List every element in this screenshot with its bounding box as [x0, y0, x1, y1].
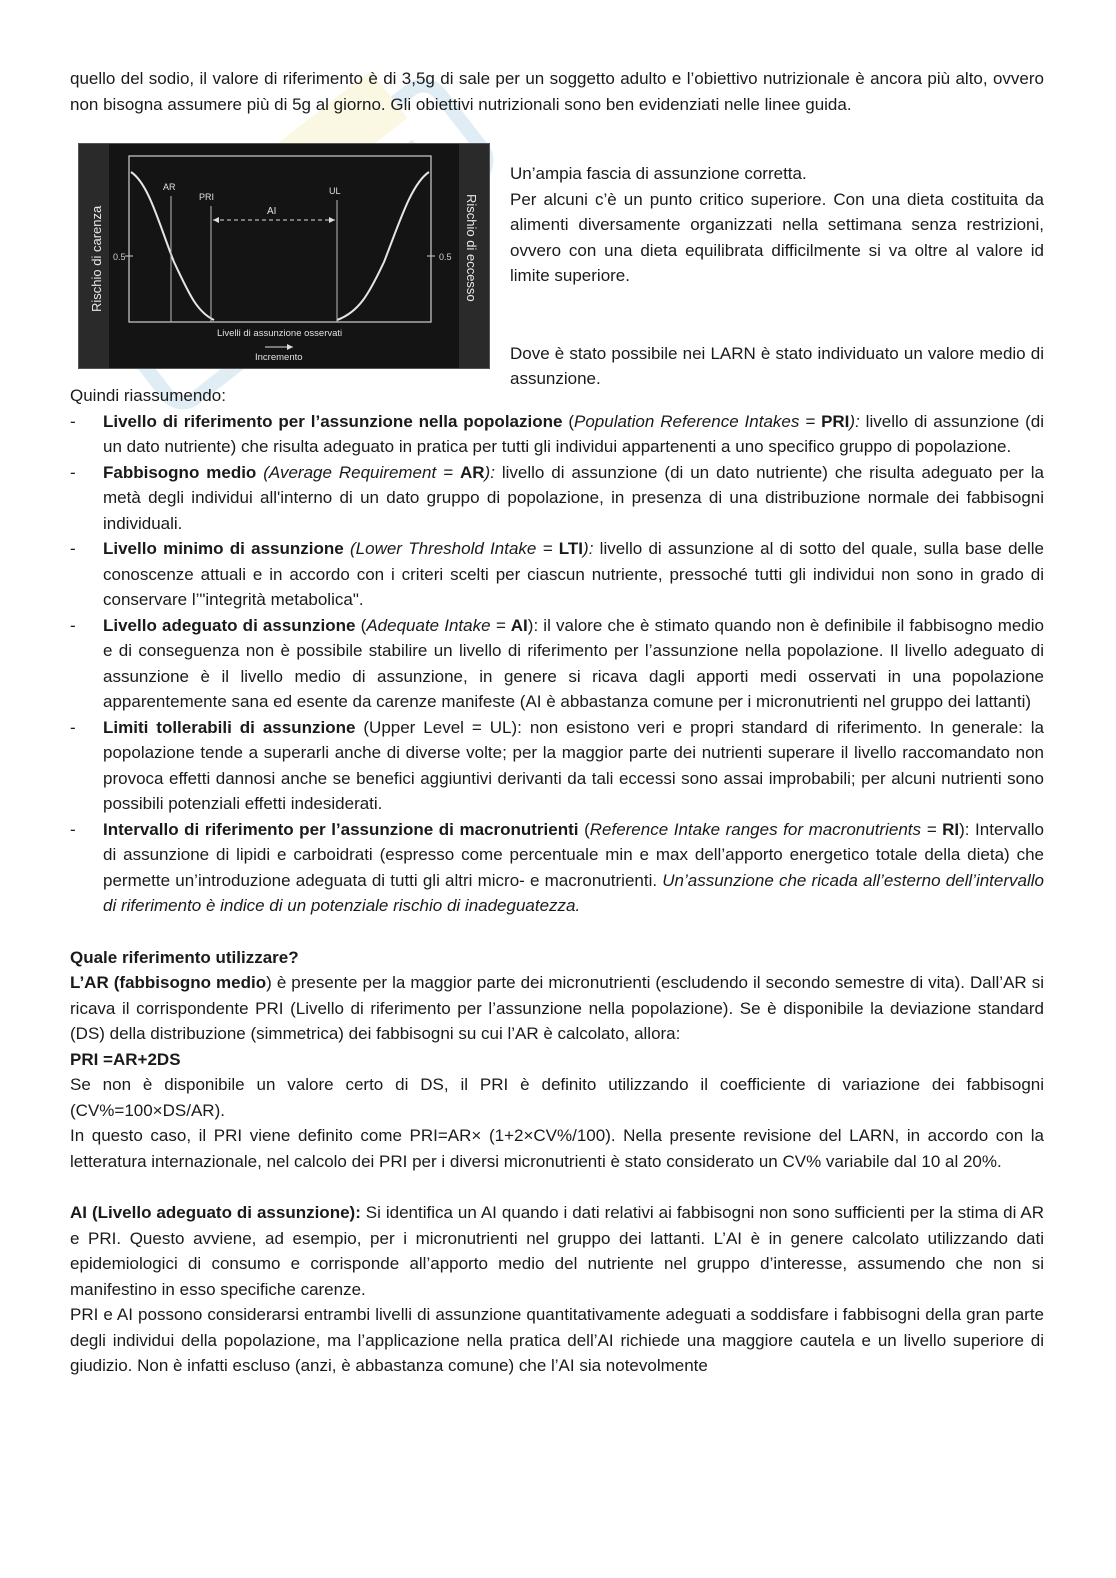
formula: PRI =AR+2DS [70, 1049, 181, 1069]
definition-item: - Fabbisogno medio (Average Requirement = AR): livello di assunzione (di un dato nutriente) che risulta adeguato per la metà degli individui all'interno di un dato gruppo di popolazione, in presenza di una distribuzione normale dei fabbisogni individuali. [70, 460, 1044, 537]
definition-item: - Limiti tollerabili di assunzione (Upper Level = UL): non esistono veri e propri standard di riferimento. In generale: la popolazione tende a superarli anche di diverse volte; per la maggior parte dei nutrienti superare il livello raccomandato non provoca effetti dannosi anche se benefici aggiuntivi derivanti da tali eccessi sono assai improbabili; per alcuni nutrienti sono possibili potenziali effetti indesiderati. [70, 715, 1044, 817]
tick-right-label: 0.5 [439, 252, 452, 262]
ar-label: AR [163, 182, 176, 192]
definition-item: - Livello adeguato di assunzione (Adequate Intake = AI): il valore che è stimato quando non è definibile il fabbisogno medio e di conseguenza non è possibile stabilire un livello di riferimento per l’assunzione nella popolazione. Il livello adeguato di assunzione è il livello medio di assunzione, in genere si ricava dagli apporti medi osservati in una popolazione apparentemente sana ed esente da carenze manifeste (AI è abbastanza comune per i micronutrienti nel gruppo dei lattanti) [70, 613, 1044, 715]
side-paragraph-1: Un’ampia fascia di assunzione corretta. [510, 164, 807, 183]
definition-item: - Intervallo di riferimento per l’assunzione di macronutrienti (Reference Intake ranges for macronutrients = RI): Intervallo di assunzione di lipidi e carboidrati (espresso come percentuale min e max dell’apporto energetico totale della dieta) che permette un’introduzione adeguata di tutti gli altri micro- e macronutrienti. Un’assunzione che ricada all’esterno dell’intervallo di riferimento è indice di un potenziale rischio di inadeguatezza. [70, 817, 1044, 919]
figure-row [70, 135, 1044, 397]
axis-right-label: Rischio di eccesso [464, 194, 479, 302]
side-paragraph-2: Per alcuni c’è un punto critico superiore. Con una dieta costituita da alimenti diversamente organizzati nella settimana senza restrizioni, ovvero con una dieta equilibrata difficilmente si va oltre al valore id limite superiore. [510, 189, 1044, 285]
x-axis-label: Livelli di assunzione osservati [217, 328, 343, 339]
section2-paragraph: AI (Livello adeguato di assunzione): Si identifica un AI quando i dati relativi ai fabbisogni non sono sufficienti per la stima di AR e PRI. Questo avviene, ad esempio, per i micronutrienti nel gruppo dei lattanti. L’AI è in genere calcolato utilizzando dati epidemiologici di consumo e corrisponde all’apporto medio del nutriente nel gruppo d’interesse, assumendo che non si manifestino in esso specifiche carenze. [70, 1203, 1044, 1299]
section-heading: Quale riferimento utilizzare? [70, 947, 299, 967]
definition-item: - Livello minimo di assunzione (Lower Threshold Intake = LTI): livello di assunzione al di sotto del quale, sulla base delle conoscenze attuali e in accordo con i criteri scelti per ciascun nutriente, pressoché tutti gli individui non sono in grado di conservare l’"integrità metabolica". [70, 536, 1044, 613]
side-paragraph-3: Dove è stato possibile nei LARN è stato individuato un valore medio di assunzione. [510, 343, 1044, 388]
ul-label: UL [329, 186, 341, 196]
pri-label: PRI [199, 192, 215, 202]
summary-title: Quindi riassumendo: [70, 386, 226, 405]
section1-paragraph-2: Se non è disponibile un valore certo di DS, il PRI è definito utilizzando il coefficiente di variazione dei fabbisogni (CV%=100×DS/AR). [70, 1075, 1044, 1120]
ai-label: AI [267, 206, 277, 217]
section2-paragraph-2: PRI e AI possono considerarsi entrambi livelli di assunzione quantitativamente adeguati a soddisfare i fabbisogni della gran parte degli individui della popolazione, ma l’applicazione nella pratica dell’AI richiede una maggiore cautela e un livello superiore di giudizio. Non è infatti escluso (anzi, è abbastanza comune) che l’AI sia notevolmente [70, 1305, 1044, 1375]
definitions-list [70, 409, 1044, 919]
axis-left-label: Rischio di carenza [89, 205, 104, 312]
document-page [70, 66, 1044, 1379]
definition-item: - Livello di riferimento per l’assunzione nella popolazione (Population Reference Intakes = PRI): livello di assunzione (di un dato nutriente) che risulta adeguato in pratica per tutti gli individui appartenenti a uno specifico gruppo di popolazione. [70, 409, 1044, 460]
section1-paragraph: L’AR (fabbisogno medio) è presente per la maggior parte dei micronutrienti (escludendo il secondo semestre di vita). Dall’AR si ricava il corrispondente PRI (Livello di riferimento per l’assunzione nella popolazione). Se è disponibile la deviazione standard (DS) della distribuzione (simmetrica) dei fabbisogni su cui l’AR è calcolato, allora: [70, 973, 1044, 1043]
section1-paragraph-3: In questo caso, il PRI viene definito come PRI=AR× (1+2×CV%/100). Nella presente revisione del LARN, in accordo con la letteratura internazionale, nel calcolo dei PRI per i diversi micronutrienti è stato considerato un CV% variabile dal 10 al 20%. [70, 1126, 1044, 1171]
intro-paragraph: quello del sodio, il valore di riferimento è di 3,5g di sale per un soggetto adulto e l’obiettivo nutrizionale è ancora più alto, ovvero non bisogna assumere più di 5g al giorno. Gli obiettivi nutrizionali sono ben evidenziati nelle linee guida. [70, 69, 1044, 114]
tick-left-label: 0.5 [113, 252, 126, 262]
figure-side-text [510, 161, 1044, 392]
increment-label: Incremento [255, 352, 303, 363]
intake-risk-diagram [78, 143, 490, 369]
